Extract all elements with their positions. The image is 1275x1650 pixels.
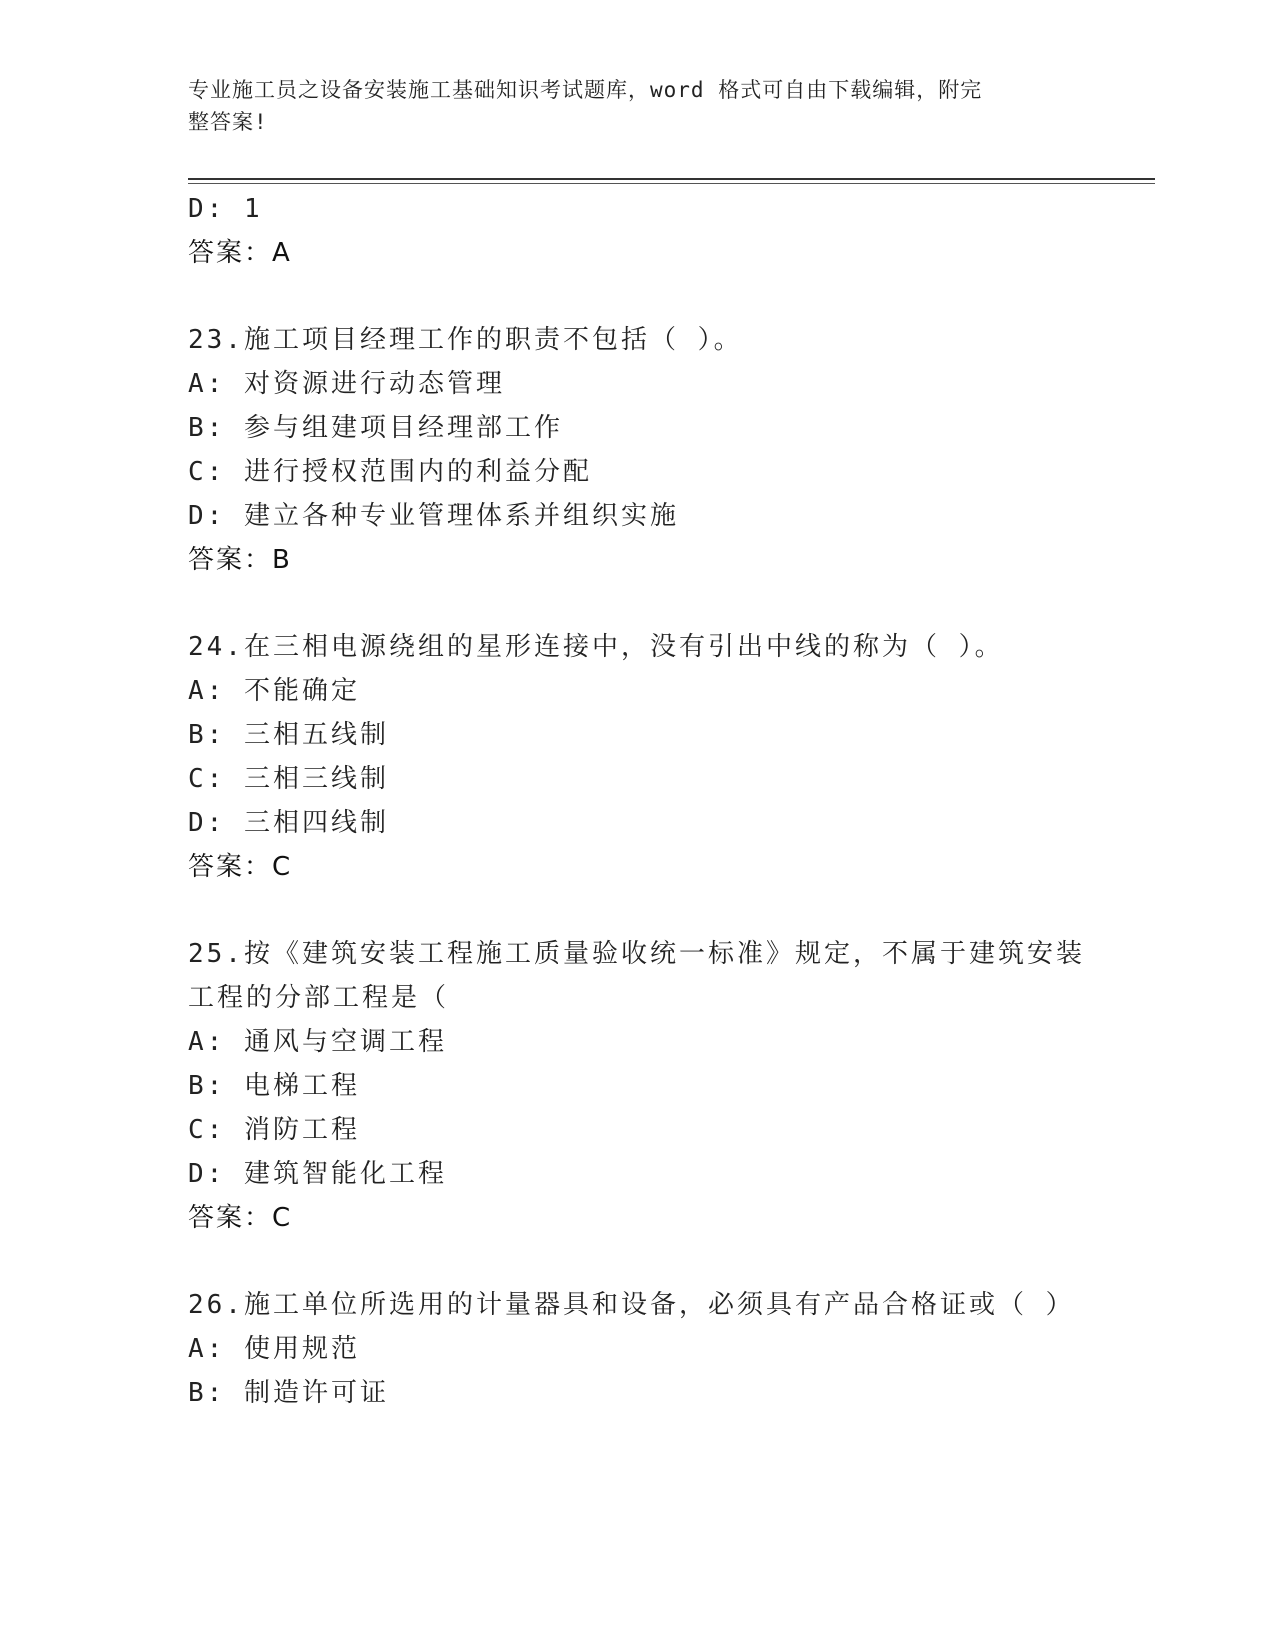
question-23-option-d: D: 建立各种专业管理体系并组织实施 bbox=[188, 501, 679, 531]
question-25-option-d: D: 建筑智能化工程 bbox=[188, 1159, 447, 1189]
question-24-option-b: B: 三相五线制 bbox=[188, 720, 389, 750]
prev-option-d: D: 1 bbox=[188, 194, 263, 224]
question-23-option-c: C: 进行授权范围内的利益分配 bbox=[188, 457, 592, 487]
question-24-option-d: D: 三相四线制 bbox=[188, 808, 389, 838]
question-25-stem-line1: 25.按《建筑安装工程施工质量验收统一标准》规定，不属于建筑安装 bbox=[188, 939, 1085, 969]
question-23-answer: 答案：B bbox=[188, 545, 292, 575]
header-divider-thick bbox=[188, 178, 1155, 180]
question-25-option-b: B: 电梯工程 bbox=[188, 1071, 360, 1101]
question-25-answer: 答案：C bbox=[188, 1203, 293, 1233]
question-24-stem: 24.在三相电源绕组的星形连接中，没有引出中线的称为（ ）。 bbox=[188, 632, 1004, 662]
document-header bbox=[188, 74, 1068, 138]
question-23-option-a: A: 对资源进行动态管理 bbox=[188, 369, 505, 399]
question-23-option-b: B: 参与组建项目经理部工作 bbox=[188, 413, 563, 443]
prev-answer: 答案：A bbox=[188, 238, 292, 268]
header-divider-thin bbox=[188, 183, 1155, 184]
question-24-option-a: A: 不能确定 bbox=[188, 676, 360, 706]
header-title-line1: 专业施工员之设备安装施工基础知识考试题库，word 格式可自由下载编辑，附完 bbox=[188, 78, 983, 102]
question-23-stem: 23.施工项目经理工作的职责不包括（ ）。 bbox=[188, 325, 743, 355]
question-25-option-a: A: 通风与空调工程 bbox=[188, 1027, 447, 1057]
question-25-option-c: C: 消防工程 bbox=[188, 1115, 360, 1145]
question-26-stem: 26.施工单位所选用的计量器具和设备，必须具有产品合格证或（ ） bbox=[188, 1290, 1075, 1320]
question-26-option-b: B: 制造许可证 bbox=[188, 1378, 389, 1408]
header-title-line2: 整答案! bbox=[188, 110, 268, 134]
question-24-option-c: C: 三相三线制 bbox=[188, 764, 389, 794]
question-26-option-a: A: 使用规范 bbox=[188, 1334, 360, 1364]
question-24-answer: 答案：C bbox=[188, 852, 293, 882]
question-25-stem-line2: 工程的分部工程是（ bbox=[188, 983, 450, 1013]
